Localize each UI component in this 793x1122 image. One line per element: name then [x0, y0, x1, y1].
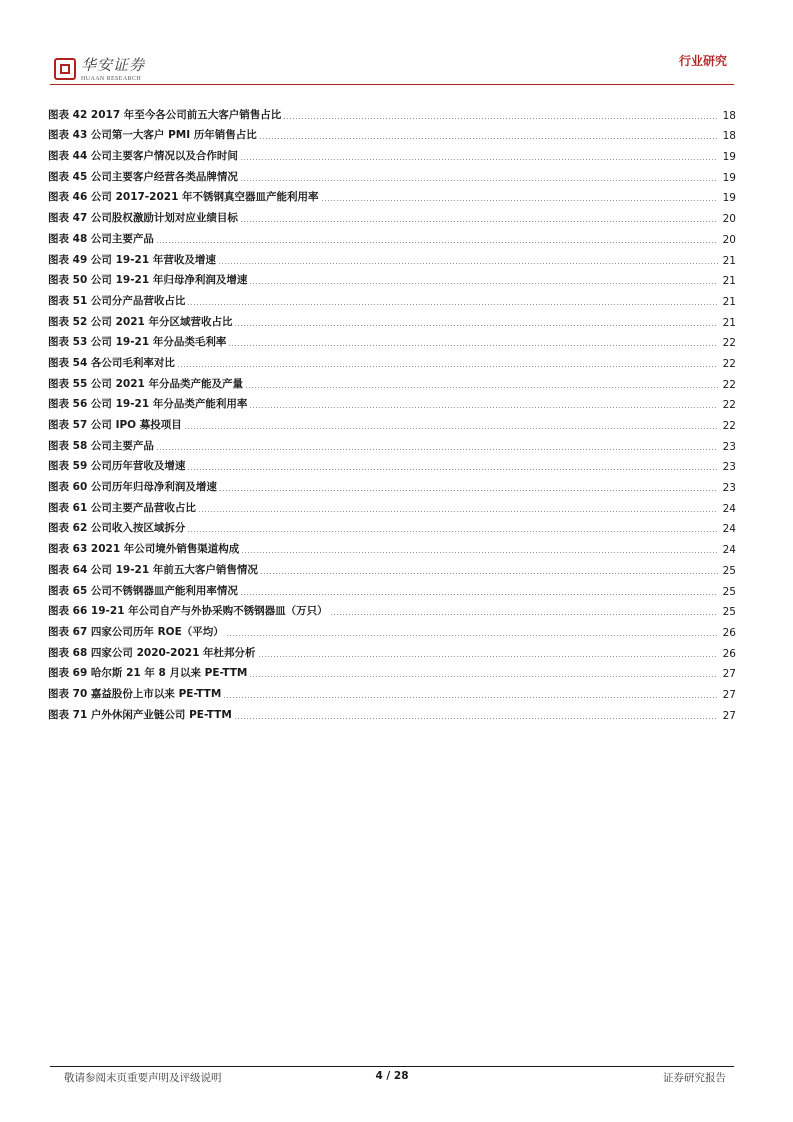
- page-number: 4 / 28: [375, 1070, 409, 1082]
- toc-entry-page: 19: [722, 171, 736, 184]
- toc-entry[interactable]: [48, 453, 736, 474]
- toc-dot-leader: [234, 325, 718, 326]
- toc-dot-leader: [260, 573, 718, 574]
- toc-dot-leader: [258, 656, 718, 657]
- toc-dot-leader: [187, 469, 718, 470]
- toc-entry-page: 22: [722, 399, 736, 412]
- toc-dot-leader: [245, 387, 718, 388]
- toc-entry[interactable]: [48, 370, 736, 391]
- toc-entry[interactable]: [48, 639, 736, 660]
- toc-entry-page: 27: [722, 668, 736, 681]
- toc-entry[interactable]: [48, 494, 736, 515]
- toc-entry-label: 图表 67 四家公司历年 ROE（平均）: [48, 625, 224, 638]
- toc-dot-leader: [218, 263, 718, 264]
- toc-dot-leader: [259, 138, 718, 139]
- toc-entry-label: 图表 68 四家公司 2020-2021 年杜邦分析: [48, 646, 256, 659]
- document-type: 证券研究报告: [663, 1072, 726, 1084]
- toc-entry-label: 图表 43 公司第一大客户 PMI 历年销售占比: [48, 129, 257, 142]
- page-header: [0, 0, 793, 100]
- huaan-logo: [54, 57, 145, 83]
- toc-entry[interactable]: [48, 701, 736, 722]
- toc-entry[interactable]: [48, 391, 736, 412]
- toc-entry-page: 26: [722, 647, 736, 660]
- toc-dot-leader: [240, 594, 718, 595]
- toc-entry-page: 21: [722, 295, 736, 308]
- toc-entry[interactable]: [48, 556, 736, 577]
- toc-entry-label: 图表 49 公司 19-21 年营收及增速: [48, 253, 216, 266]
- toc-entry-page: 19: [722, 192, 736, 205]
- seal-icon: [54, 58, 76, 80]
- toc-entry[interactable]: [48, 411, 736, 432]
- toc-entry-page: 22: [722, 420, 736, 432]
- toc-dot-leader: [198, 511, 718, 512]
- toc-dot-leader: [283, 118, 718, 119]
- toc-entry-label: 图表 56 公司 19-21 年分品类产能利用率: [48, 398, 248, 411]
- toc-entry-page: 22: [722, 378, 736, 391]
- toc-dot-leader: [234, 718, 718, 719]
- toc-entry-page: 22: [722, 357, 736, 370]
- toc-entry-page: 22: [722, 337, 736, 350]
- toc-entry-page: 23: [722, 461, 736, 474]
- toc-entry-label: 图表 57 公司 IPO 募投项目: [48, 419, 182, 431]
- toc-entry[interactable]: [48, 142, 736, 163]
- toc-dot-leader: [156, 242, 718, 243]
- toc-entry-label: 图表 58 公司主要产品: [48, 439, 154, 452]
- table-of-figures: [48, 101, 736, 722]
- toc-entry[interactable]: [48, 618, 736, 639]
- toc-entry[interactable]: [48, 349, 736, 370]
- toc-entry-page: 20: [722, 213, 736, 226]
- toc-dot-leader: [240, 180, 718, 181]
- toc-entry-label: 图表 60 公司历年归母净利润及增速: [48, 481, 217, 494]
- toc-entry[interactable]: [48, 246, 736, 267]
- toc-dot-leader: [219, 490, 718, 491]
- toc-entry-page: 19: [722, 151, 736, 164]
- toc-entry-page: 20: [722, 233, 736, 246]
- toc-dot-leader: [240, 221, 718, 222]
- toc-entry-label: 图表 52 公司 2021 年分区域营收占比: [48, 315, 233, 328]
- toc-entry-page: 21: [722, 254, 736, 267]
- toc-entry-label: 图表 46 公司 2017-2021 年不锈钢真空器皿产能利用率: [48, 191, 319, 204]
- toc-entry-label: 图表 59 公司历年营收及增速: [48, 460, 186, 473]
- toc-entry[interactable]: [48, 308, 736, 329]
- toc-entry-label: 图表 71 户外休闲产业链公司 PE-TTM: [48, 708, 232, 721]
- toc-entry-page: 25: [722, 606, 736, 619]
- footer-divider: [50, 1066, 734, 1067]
- toc-dot-leader: [330, 614, 718, 615]
- toc-entry[interactable]: [48, 535, 736, 556]
- toc-entry-label: 图表 63 2021 年公司境外销售渠道构成: [48, 543, 240, 556]
- toc-entry-label: 图表 54 各公司毛利率对比: [48, 356, 175, 369]
- toc-entry-page: 23: [722, 440, 736, 453]
- toc-dot-leader: [249, 676, 718, 677]
- toc-entry[interactable]: [48, 473, 736, 494]
- toc-dot-leader: [223, 697, 718, 698]
- toc-entry[interactable]: [48, 204, 736, 225]
- toc-entry-label: 图表 61 公司主要产品营收占比: [48, 501, 196, 514]
- toc-entry-label: 图表 69 哈尔斯 21 年 8 月以来 PE-TTM: [48, 667, 248, 680]
- toc-entry-label: 图表 48 公司主要产品: [48, 232, 154, 245]
- toc-entry-label: 图表 62 公司收入按区域拆分: [48, 522, 186, 535]
- toc-entry[interactable]: [48, 163, 736, 184]
- toc-entry-label: 图表 42 2017 年至今各公司前五大客户销售占比: [48, 108, 282, 121]
- toc-entry[interactable]: [48, 122, 736, 143]
- logo-english-name: HUAAN RESEARCH: [81, 76, 142, 82]
- footer-disclaimer: 敬请参阅末页重要声明及评级说明: [64, 1072, 222, 1084]
- toc-entry[interactable]: [48, 515, 736, 536]
- toc-entry-page: 21: [722, 275, 736, 288]
- toc-entry[interactable]: [48, 598, 736, 619]
- toc-dot-leader: [177, 366, 718, 367]
- toc-entry-page: 25: [722, 585, 736, 598]
- toc-entry-page: 18: [722, 109, 736, 122]
- section-title: 行业研究: [678, 54, 727, 68]
- toc-entry-page: 27: [722, 688, 736, 701]
- toc-entry-label: 图表 66 19-21 年公司自产与外协采购不锈钢器皿（万只）: [48, 605, 328, 618]
- toc-dot-leader: [321, 200, 718, 201]
- toc-entry[interactable]: [48, 101, 736, 122]
- header-divider: [50, 84, 734, 85]
- toc-entry-label: 图表 70 嘉益股份上市以来 PE-TTM: [48, 687, 222, 700]
- page-footer: [50, 1070, 734, 1086]
- toc-entry-label: 图表 64 公司 19-21 年前五大客户销售情况: [48, 563, 258, 576]
- toc-entry-label: 图表 55 公司 2021 年分品类产能及产量: [48, 377, 243, 390]
- toc-dot-leader: [249, 407, 718, 408]
- toc-entry-page: 21: [722, 316, 736, 329]
- toc-entry[interactable]: [48, 287, 736, 308]
- toc-entry-page: 26: [722, 626, 736, 639]
- toc-entry[interactable]: [48, 225, 736, 246]
- toc-entry[interactable]: [48, 432, 736, 453]
- toc-dot-leader: [249, 283, 718, 284]
- toc-dot-leader: [241, 552, 718, 553]
- toc-entry-page: 24: [722, 523, 736, 536]
- toc-entry-label: 图表 65 公司不锈钢器皿产能利用率情况: [48, 584, 238, 597]
- toc-entry[interactable]: [48, 184, 736, 205]
- toc-entry[interactable]: [48, 329, 736, 350]
- toc-entry-label: 图表 50 公司 19-21 年归母净利润及增速: [48, 274, 248, 287]
- toc-entry-label: 图表 51 公司分产品营收占比: [48, 294, 186, 307]
- toc-entry-page: 24: [722, 544, 736, 557]
- toc-dot-leader: [187, 304, 718, 305]
- toc-dot-leader: [156, 449, 718, 450]
- toc-entry[interactable]: [48, 660, 736, 681]
- toc-entry[interactable]: [48, 267, 736, 288]
- toc-entry-page: 24: [722, 502, 736, 515]
- toc-dot-leader: [187, 531, 718, 532]
- toc-entry-page: 27: [722, 709, 736, 722]
- toc-entry-label: 图表 44 公司主要客户情况以及合作时间: [48, 150, 238, 163]
- toc-dot-leader: [240, 159, 718, 160]
- toc-entry-label: 图表 45 公司主要客户经营各类品牌情况: [48, 170, 238, 183]
- toc-entry-label: 图表 47 公司股权激励计划对应业绩目标: [48, 212, 238, 225]
- toc-entry[interactable]: [48, 680, 736, 701]
- toc-dot-leader: [184, 428, 718, 429]
- toc-dot-leader: [226, 635, 718, 636]
- toc-entry[interactable]: [48, 577, 736, 598]
- toc-entry-label: 图表 53 公司 19-21 年分品类毛利率: [48, 336, 227, 349]
- toc-entry-page: 18: [722, 130, 736, 143]
- toc-dot-leader: [228, 345, 718, 346]
- toc-entry-page: 25: [722, 564, 736, 577]
- logo-chinese-name: 华安证券: [81, 56, 146, 74]
- toc-entry-page: 23: [722, 482, 736, 495]
